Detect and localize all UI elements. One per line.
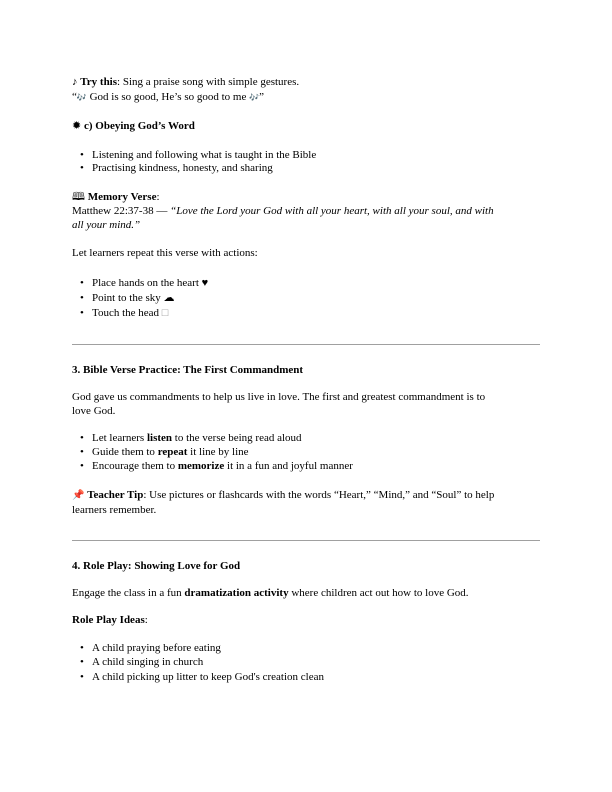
label-text: Memory Verse xyxy=(87,191,157,203)
item-bold: repeat xyxy=(157,446,188,458)
list-item xyxy=(92,446,249,459)
item-text: Touch the head xyxy=(92,307,162,319)
list-item: • A child singing in church xyxy=(92,656,203,669)
verse-line xyxy=(72,205,494,218)
verse-line xyxy=(72,219,140,232)
para-text: Engage the class in a fun xyxy=(72,587,185,599)
colon: : xyxy=(156,191,160,203)
item-text: Guide them to xyxy=(92,446,158,458)
item-text: Point to the sky xyxy=(92,292,164,304)
item-bold: memorize xyxy=(177,460,225,472)
song-text: God is so good, He’s so good to me xyxy=(86,91,250,103)
list-item: • Practising kindness, honesty, and sharing xyxy=(92,162,273,175)
song-line xyxy=(72,91,264,104)
colon: : xyxy=(144,614,148,626)
para-text: where children act out how to love God. xyxy=(288,587,469,599)
book-icon: 🕮 xyxy=(72,191,85,203)
tip-label: Teacher Tip xyxy=(87,489,144,501)
item-text: Encourage them to xyxy=(92,460,178,472)
divider xyxy=(72,344,540,345)
actions-intro: Let learners repeat this verse with actions: xyxy=(72,247,258,259)
item-text: Let learners xyxy=(92,432,147,444)
list-item: • A child praying before eating xyxy=(92,642,221,655)
verse-reference: Matthew 22:37-38 — xyxy=(72,205,171,217)
close-quote: ” xyxy=(259,91,264,103)
tip-text: : Use pictures or flashcards with the words “Heart,” “Mind,” and “Soul” to help xyxy=(143,489,495,501)
flower-icon: ✹ xyxy=(72,120,82,132)
teacher-tip-cont: learners remember. xyxy=(72,504,157,516)
heart-icon: ♥ xyxy=(201,277,209,289)
music-notes-icon: 🎶 xyxy=(76,93,87,102)
open-quote: “ xyxy=(72,91,77,103)
memory-verse-label xyxy=(72,191,160,204)
heading-text: 3. Bible Verse Practice: The First Commandment xyxy=(72,364,304,376)
try-this-label: Try this xyxy=(80,76,118,88)
section4-heading xyxy=(72,560,240,573)
teacher-tip xyxy=(72,489,494,502)
item-text: it line by line xyxy=(187,446,249,458)
list-item xyxy=(92,307,168,320)
list-item xyxy=(92,460,353,473)
missing-glyph-icon: □ xyxy=(161,307,169,319)
section3-heading xyxy=(72,364,303,377)
obeying-heading xyxy=(72,120,195,133)
label-text: Role Play Ideas xyxy=(72,614,145,626)
list-item: • Listening and following what is taught in the Bible xyxy=(92,149,316,162)
heading-text: 4. Role Play: Showing Love for God xyxy=(72,560,241,572)
item-bold: listen xyxy=(146,432,173,444)
list-item xyxy=(92,292,175,305)
pushpin-icon: 📌 xyxy=(72,490,85,501)
verse-text: “Love the Lord your God with all your heart, with all your soul, and with xyxy=(170,205,494,217)
item-text: to the verse being read aloud xyxy=(172,432,302,444)
music-notes-icon: 🎶 xyxy=(249,93,260,102)
verse-text: all your mind.” xyxy=(72,219,141,231)
heading-text: c) Obeying God’s Word xyxy=(83,120,195,132)
item-text: Place hands on the heart xyxy=(92,277,202,289)
list-item: • A child picking up litter to keep God's creation clean xyxy=(92,671,324,684)
para-bold: dramatization activity xyxy=(184,587,289,599)
try-this-line xyxy=(72,76,299,89)
section3-para: love God. xyxy=(72,405,116,417)
divider xyxy=(72,540,540,541)
cloud-icon: ☁ xyxy=(163,292,175,304)
item-text: it in a fun and joyful manner xyxy=(224,460,353,472)
try-this-text: : Sing a praise song with simple gestures. xyxy=(117,76,300,88)
section4-para xyxy=(72,587,469,600)
role-play-ideas-label xyxy=(72,614,148,627)
section3-para: God gave us commandments to help us live in love. The first and greatest commandment is to xyxy=(72,391,486,403)
music-note-icon: ♪ xyxy=(72,76,78,88)
list-item xyxy=(92,277,208,290)
list-item xyxy=(92,432,302,445)
